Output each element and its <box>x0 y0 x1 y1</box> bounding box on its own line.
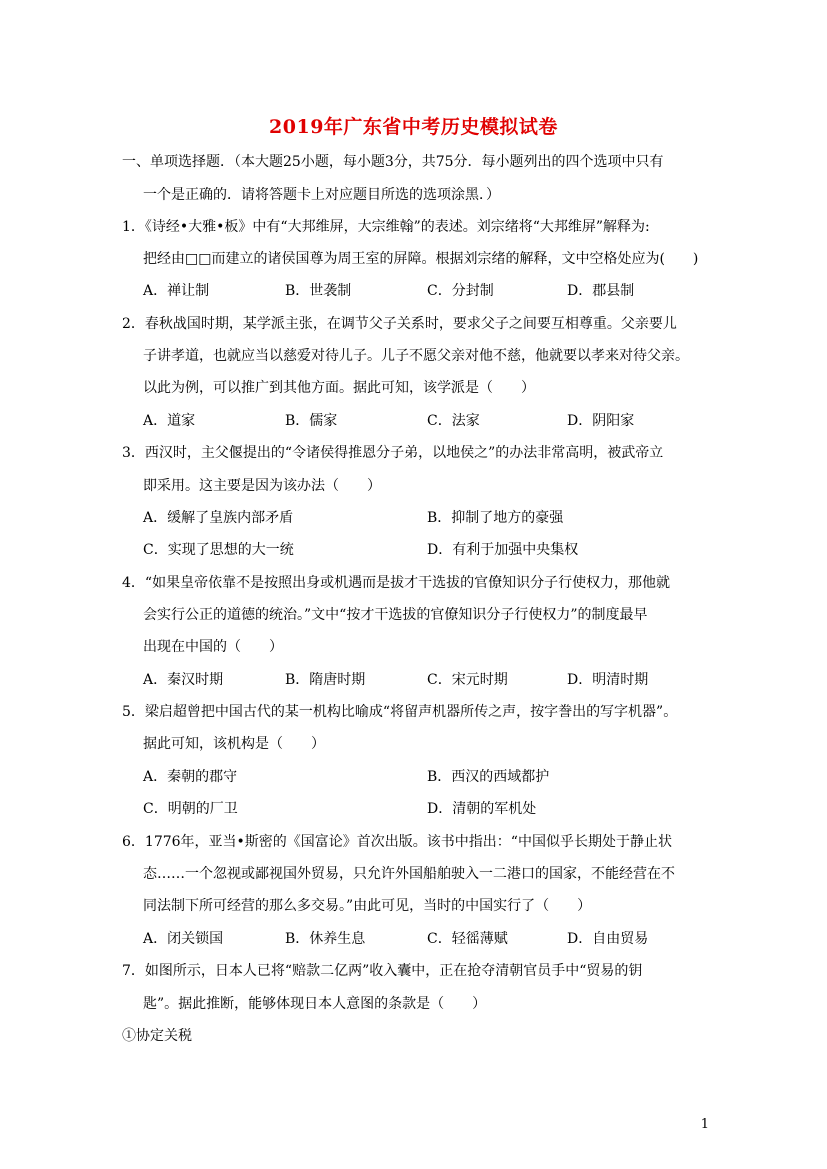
q3-option-d[interactable]: D．有利于加强中央集权 <box>427 542 579 558</box>
q4-option-b[interactable]: B．隋唐时期 <box>285 672 366 688</box>
q1-line-2: 把经由□□而建立的诸侯国尊为周王室的屏障。根据刘宗绪的解释，文中空格处应为( ) <box>143 251 699 267</box>
q3-option-b[interactable]: B．抑制了地方的豪强 <box>427 510 564 526</box>
page-title: 2019年广东省中考历史模拟试卷 <box>269 116 558 138</box>
q7-line-1: 7．如图所示，日本人已将“赔款二亿两”收入囊中，正在抢夺清朝官员手中“贸易的钥 <box>122 963 643 979</box>
q3-option-a[interactable]: A．缓解了皇族内部矛盾 <box>143 510 294 526</box>
q4-line-1: 4．“如果皇帝依靠不是按照出身或机遇而是拔才干选拔的官僚知识分子行使权力，那他就 <box>122 575 671 591</box>
section-heading-line-1: 一、单项选择题．（本大题25小题，每小题3分，共75分．每小题列出的四个选项中只有 <box>122 154 664 170</box>
q6-line-3: 同法制下所可经营的那么多交易。”由此可见，当时的中国实行了（ ） <box>143 898 592 914</box>
q4-option-a[interactable]: A．秦汉时期 <box>143 672 224 688</box>
q7-line-2: 匙”。据此推断，能够体现日本人意图的条款是（ ） <box>143 996 487 1012</box>
section-heading-line-2: 一个是正确的．请将答题卡上对应题目所选的选项涂黑．） <box>143 187 500 203</box>
q6-option-d[interactable]: D．自由贸易 <box>567 931 649 947</box>
q2-line-1: 2．春秋战国时期，某学派主张，在调节父子关系时，要求父子之间要互相尊重。父亲要儿 <box>122 316 677 332</box>
q1-option-a[interactable]: A．禅让制 <box>143 283 210 299</box>
answer-item-1: ①协定关税 <box>122 1028 192 1044</box>
q2-line-2: 子讲孝道，也就应当以慈爱对待儿子。儿子不愿父亲对他不慈，他就要以孝来对待父亲。 <box>143 348 689 364</box>
q2-option-a[interactable]: A．道家 <box>143 413 196 429</box>
q5-option-b[interactable]: B．西汉的西域都护 <box>427 769 550 785</box>
q5-option-a[interactable]: A．秦朝的郡守 <box>143 769 238 785</box>
q5-option-d[interactable]: D．清朝的军机处 <box>427 801 537 817</box>
q4-option-c[interactable]: C．宋元时期 <box>427 672 508 688</box>
q1-option-b[interactable]: B．世袭制 <box>285 283 352 299</box>
q2-option-b[interactable]: B．儒家 <box>285 413 338 429</box>
q4-line-3: 出现在中国的（ ） <box>143 639 283 655</box>
q2-option-c[interactable]: C．法家 <box>427 413 480 429</box>
q1-line-1: 1．《诗经•大雅•板》中有“大邦维屏，大宗维翰”的表述。刘宗绪将“大邦维屏”解释为: <box>122 219 650 235</box>
q3-line-1: 3．西汉时，主父偃提出的“令诸侯得推恩分子弟，以地侯之”的办法非常高明，被武帝立 <box>122 445 664 461</box>
q2-line-3: 以此为例，可以推广到其他方面。据此可知，该学派是（ ） <box>143 380 535 396</box>
q4-line-2: 会实行公正的道德的统治。”文中“按才干选拔的官僚知识分子行使权力”的制度最早 <box>143 607 648 623</box>
q6-option-c[interactable]: C．轻徭薄赋 <box>427 931 508 947</box>
q6-line-1: 6．1776年，亚当•斯密的《国富论》首次出版。该书中指出：“中国似乎长期处于静止状 <box>122 834 672 850</box>
q5-line-2: 据此可知，该机构是（ ） <box>143 736 325 752</box>
q6-option-b[interactable]: B．休养生息 <box>285 931 366 947</box>
q6-option-a[interactable]: A．闭关锁国 <box>143 931 224 947</box>
q5-line-1: 5．梁启超曾把中国古代的某一机构比喻成“将留声机器所传之声，按字誊出的写字机器”。 <box>122 704 678 720</box>
q2-option-d[interactable]: D．阴阳家 <box>567 413 635 429</box>
q3-option-c[interactable]: C．实现了思想的大一统 <box>143 542 294 558</box>
q1-option-d[interactable]: D．郡县制 <box>567 283 635 299</box>
q1-option-c[interactable]: C．分封制 <box>427 283 494 299</box>
page-number: 1 <box>700 1117 709 1132</box>
q5-option-c[interactable]: C．明朝的厂卫 <box>143 801 238 817</box>
q4-option-d[interactable]: D．明清时期 <box>567 672 649 688</box>
q3-line-2: 即采用。这主要是因为该办法（ ） <box>143 478 381 494</box>
q6-line-2: 态……一个忽视或鄙视国外贸易，只允许外国船舶驶入一二港口的国家，不能经营在不 <box>143 866 675 882</box>
